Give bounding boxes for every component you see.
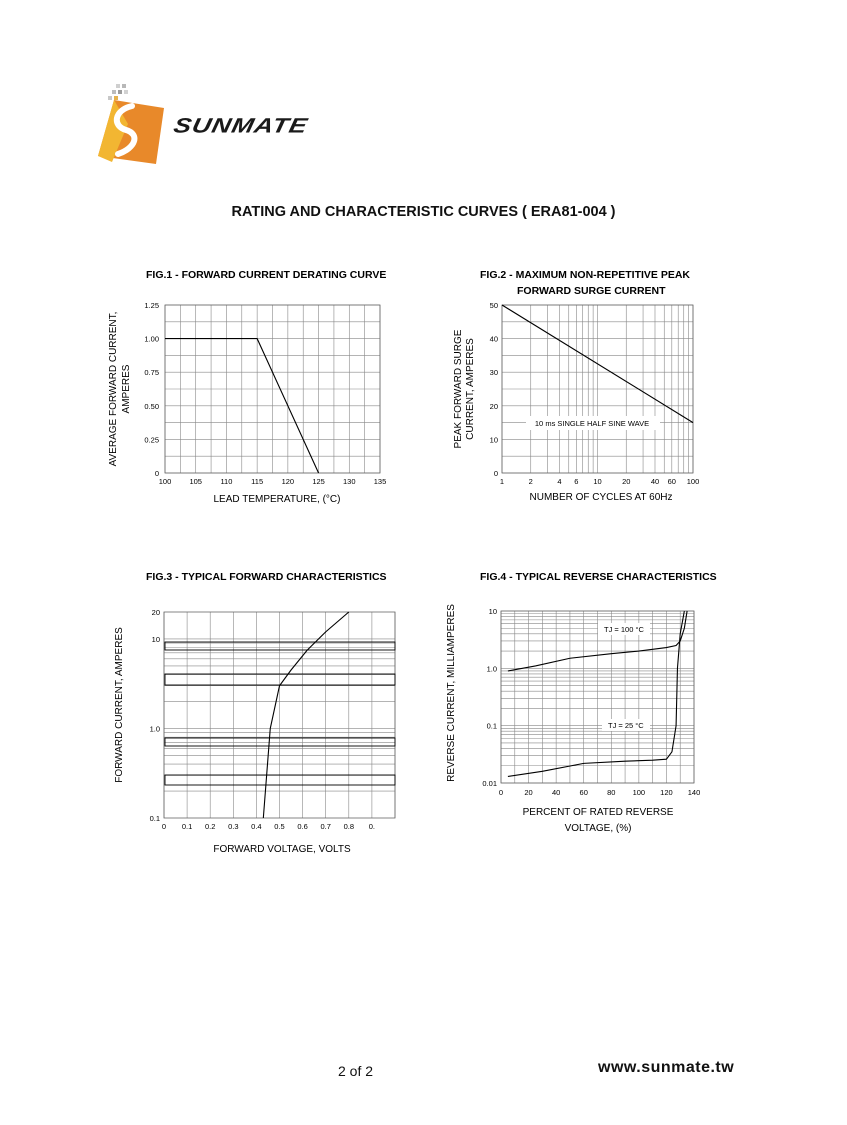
fig3-xtick-label: 0.2 [204,822,216,831]
fig4-yticks [482,607,497,788]
fig3-box [165,738,395,746]
fig4-xlabel-2: VOLTAGE, (%) [564,823,632,834]
fig3-box [165,674,395,685]
fig3-xtick-label: 0.6 [297,822,308,831]
fig3-xtick-label: 0.7 [320,822,331,831]
logo-pixel [122,84,126,88]
fig3-xtick-label: 0.3 [228,822,239,831]
fig2-xtick-label: 6 [574,477,579,486]
fig2-ytick-label: 0 [493,469,498,478]
fig1-xtick-label: 100 [158,477,172,486]
fig2-xtick-label: 60 [667,477,676,486]
fig2-xtick-label: 1 [499,477,505,486]
logo-text: SUNMATE [171,113,311,138]
fig3-xtick-label: 0. [368,822,376,831]
fig3-title: FIG.3 - TYPICAL FORWARD CHARACTERISTICS [146,571,387,583]
fig4-chart [440,565,740,845]
fig1-xtick-label: 110 [220,477,233,486]
fig2-title-2: FORWARD SURGE CURRENT [517,285,666,297]
fig4-xticks [499,788,700,797]
fig1-ytick-label: 0.25 [144,435,159,445]
logo-pixel [114,96,118,100]
fig4-title: FIG.4 - TYPICAL REVERSE CHARACTERISTICS [480,571,717,583]
fig2-ytick-label: 40 [489,334,498,344]
fig3-grid [164,612,395,818]
fig3-yticks [150,608,160,823]
fig4-xtick-label: 0 [498,788,504,797]
fig4-curve-25c [508,611,684,776]
fig3-xtick-label: 0.5 [274,822,285,831]
footer-url[interactable]: www.sunmate.tw [598,1059,735,1076]
fig2-xtick-label: 40 [650,477,660,486]
fig4-label-100c: TJ = 100 °C [604,625,644,634]
fig3-ytick-label: 0.1 [149,814,160,823]
fig1-ytick-label: 0.50 [144,401,159,411]
fig2-ytick-label: 30 [489,368,498,378]
fig4-xtick-label: 40 [551,788,561,797]
fig2-annotation: 10 ms SINGLE HALF SINE WAVE [534,419,650,428]
fig4-xtick-label: 80 [607,788,616,797]
fig4-xtick-label: 20 [524,788,533,797]
fig4-ytick-label: 0.1 [486,721,497,731]
fig1-xtick-label: 125 [312,477,325,486]
fig3-ytick-label: 20 [151,608,160,617]
fig3-ytick-label: 1.0 [149,724,160,734]
fig1-chart [100,262,420,512]
fig2-xlabel: NUMBER OF CYCLES AT 60Hz [529,492,673,503]
fig1-xtick-label: 115 [251,477,264,486]
fig2-xticks [500,477,699,486]
fig3-xtick-label: 0.1 [181,822,193,831]
fig4-xlabel-1: PERCENT OF RATED REVERSE [522,807,674,818]
fig4-ylabel: REVERSE CURRENT, MILLIAMPERES [446,604,457,782]
fig1-ytick-label: 0.75 [144,368,159,378]
fig4-xtick-label: 60 [579,788,588,797]
fig1-ytick-label: 1.00 [144,334,159,344]
fig3-xticks [162,822,375,831]
fig1-ytick-label: 1.25 [144,301,159,310]
fig3-box [165,775,395,785]
fig2-ytick-label: 50 [489,301,498,310]
fig1-xlabel: LEAD TEMPERATURE, (°C) [213,494,341,505]
fig4-xtick-label: 120 [660,788,673,797]
logo-mark [84,84,176,172]
fig1-xtick-label: 130 [343,477,356,486]
fig2-xtick-label: 20 [622,477,631,486]
fig2-ylabel-1: PEAK FORWARD SURGE [453,329,464,449]
logo-pixel [118,90,122,94]
fig3-ytick-label: 10 [151,634,160,644]
fig1-ytick-label: 0 [154,469,159,478]
fig1-ylabel-1: AVERAGE FORWARD CURRENT, [108,311,119,467]
fig3-chart [100,565,420,865]
fig1-xtick-label: 105 [189,477,202,486]
page-number: 2 of 2 [338,1063,374,1079]
fig4-ytick-label: 10 [488,607,497,616]
fig1-title: FIG.1 - FORWARD CURRENT DERATING CURVE [146,269,387,281]
fig1-yticks [144,301,159,478]
fig3-xtick-label: 0.4 [251,822,262,831]
fig2-xtick-label: 10 [593,477,602,486]
fig1-grid [165,305,380,473]
logo-pixel [124,90,128,94]
fig2-grid [502,305,693,473]
fig3-xtick-label: 0.8 [343,822,355,831]
fig3-xlabel: FORWARD VOLTAGE, VOLTS [213,844,351,855]
fig4-grid [501,611,694,783]
fig2-ytick-label: 20 [489,401,498,411]
fig4-ytick-label: 1.0 [486,664,497,674]
fig2-chart [440,262,740,512]
logo-pixels [116,84,120,88]
fig2-ytick-label: 10 [489,435,498,445]
logo-pixel [112,90,116,94]
fig2-xtick-label: 100 [686,477,700,486]
fig2-xtick-label: 2 [528,477,533,486]
fig4-label-25c: TJ = 25 °C [608,721,644,730]
fig1-xtick-label: 120 [281,477,295,486]
logo-pixel [108,96,112,100]
fig3-boxes [165,642,395,785]
fig1-ylabel-2: AMPERES [121,364,132,414]
fig3-ylabel: FORWARD CURRENT, AMPERES [114,627,125,783]
fig2-xtick-label: 4 [557,477,562,486]
fig4-xtick-label: 100 [632,788,646,797]
fig1-xtick-label: 135 [373,477,387,486]
fig1-xticks [159,477,387,486]
fig2-yticks [490,301,498,478]
fig3-xtick-label: 0 [161,822,167,831]
fig4-xtick-label: 140 [687,788,701,797]
page-title: RATING AND CHARACTERISTIC CURVES ( ERA81-004 ) [231,204,616,220]
fig2-title-1: FIG.2 - MAXIMUM NON-REPETITIVE PEAK [480,269,691,281]
fig4-ytick-label: 0.01 [482,779,497,788]
fig2-ylabel-2: CURRENT, AMPERES [465,338,476,440]
